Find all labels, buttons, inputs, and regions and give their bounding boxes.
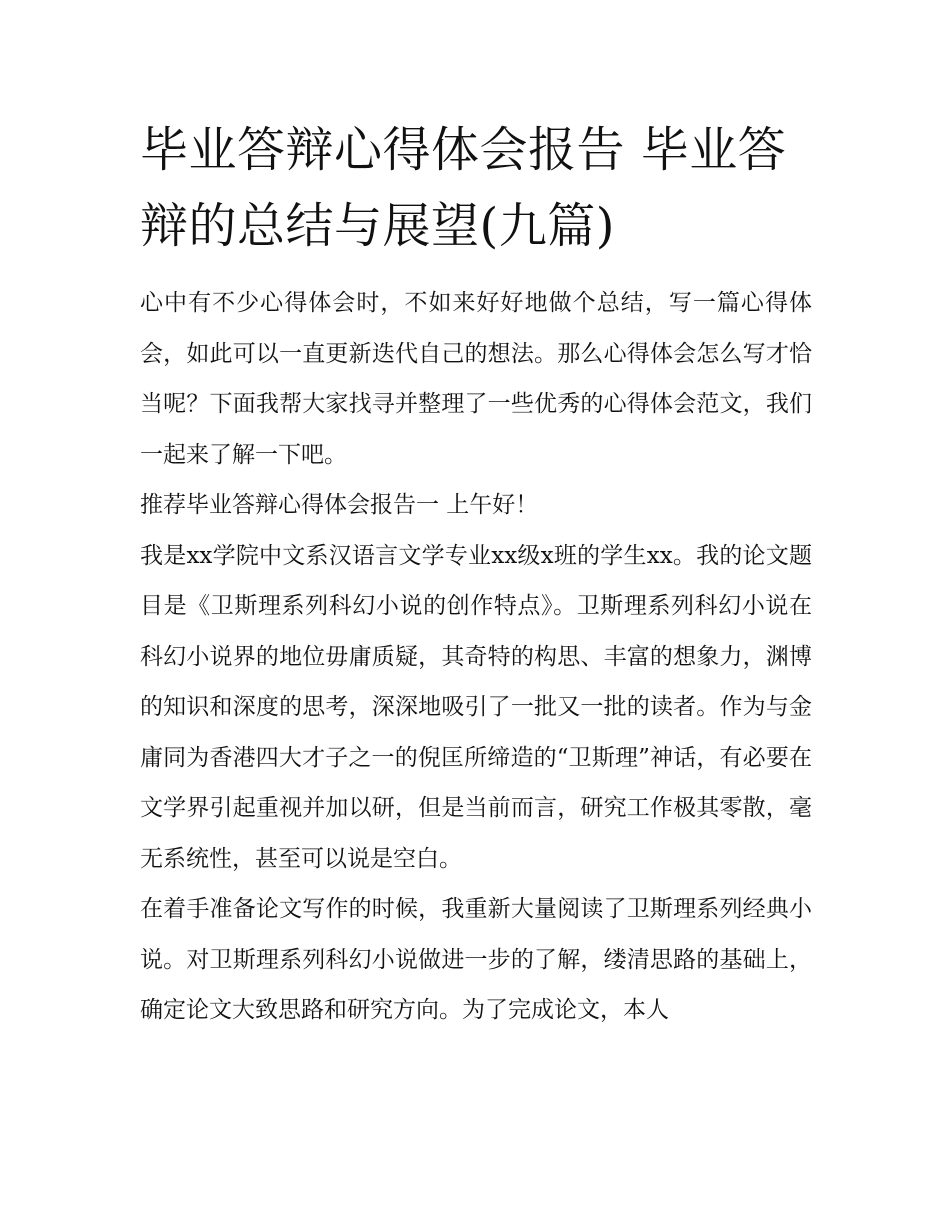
document-title: 毕业答辩心得体会报告 毕业答辩的总结与展望(九篇)	[140, 122, 787, 254]
paragraph-recommend-heading: 推荐毕业答辩心得体会报告一 上午好！	[140, 492, 539, 518]
document-content	[140, 112, 812, 1036]
paragraph-intro: 心中有不少心得体会时，不如来好好地做个总结，写一篇心得体会，如此可以一直更新迭代自己的想法。那么心得体会怎么写才恰当呢？下面我帮大家找寻并整理了一些优秀的心得体会范文，我们一起来了解一下吧。	[140, 290, 812, 468]
document-body	[140, 278, 812, 1036]
paragraph-self-intro: 我是xx学院中文系汉语言文学专业xx级x班的学生xx。我的论文题目是《卫斯理系列科幻小说的创作特点》。卫斯理系列科幻小说在科幻小说界的地位毋庸质疑，其奇特的构思、丰富的想象力，渊博的知识和深度的思考，深深地吸引了一批又一批的读者。作为与金庸同为香港四大才子之一的倪匡所缔造的“卫斯理”神话，有必要在文学界引起重视并加以研，但是当前而言，研究工作极其零散，毫无系统性，甚至可以说是空白。	[140, 542, 812, 872]
paragraph-preparation: 在着手准备论文写作的时候，我重新大量阅读了卫斯理系列经典小说。对卫斯理系列科幻小说做进一步的了解，缕清思路的基础上，确定论文大致思路和研究方向。为了完成论文，本人	[140, 896, 812, 1023]
